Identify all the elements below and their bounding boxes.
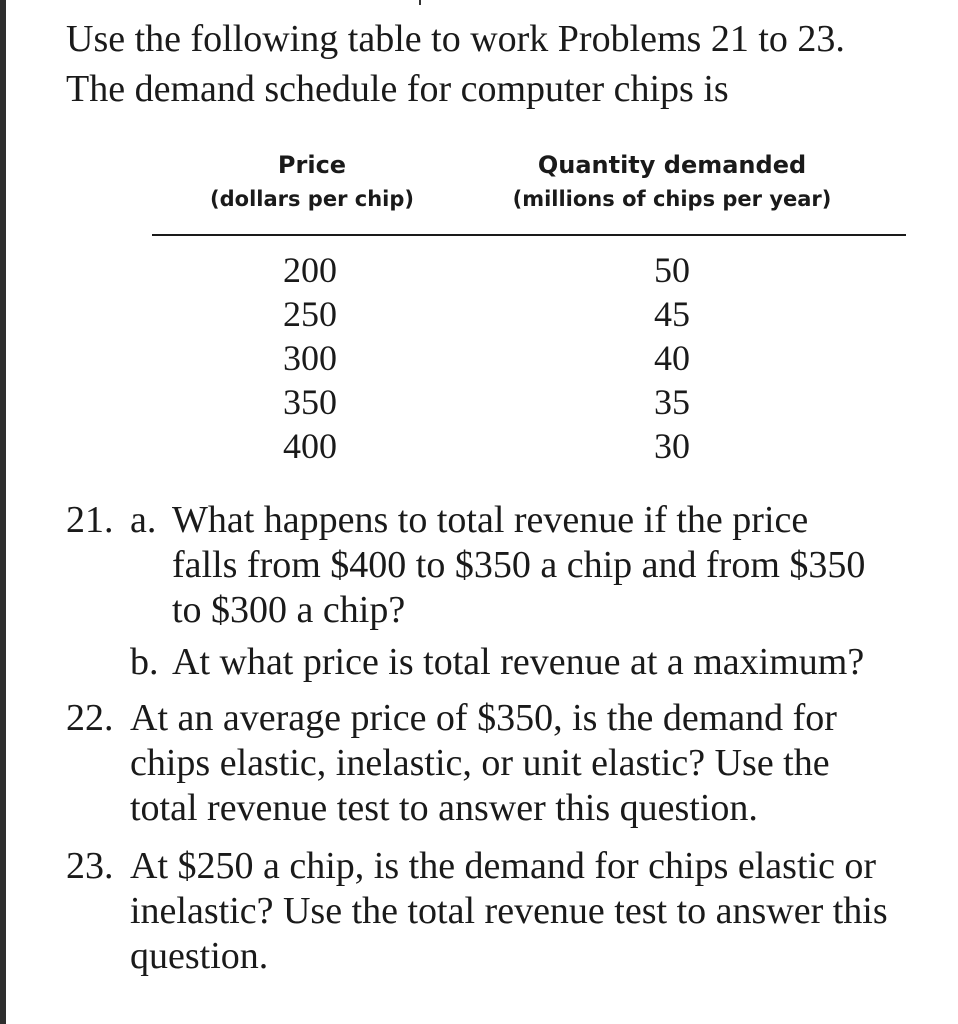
question-21-part-b <box>130 640 930 685</box>
price-column <box>250 248 370 468</box>
quantity-column <box>612 248 732 468</box>
question-22-line-2: chips elastic, inelastic, or unit elastic? Use the <box>130 742 830 784</box>
question-23-line-2: inelastic? Use the total revenue test to answer this <box>130 890 888 932</box>
price-header: Price <box>277 151 347 179</box>
quantity-column-header <box>482 148 862 216</box>
question-21-part-b-text <box>172 640 864 685</box>
question-21-part-a-label: a. <box>130 499 157 541</box>
question-21-number: 21. <box>66 499 114 541</box>
quantity-cell: 45 <box>654 294 690 334</box>
question-23-number: 23. <box>66 845 114 887</box>
question-23-text <box>130 844 888 979</box>
price-cell: 350 <box>283 382 337 422</box>
question-22-line-3: total revenue test to answer this question. <box>130 787 758 829</box>
price-cell: 200 <box>283 250 337 290</box>
question-21-part-b-label: b. <box>130 641 159 683</box>
question-21a-line-3: to $300 a chip? <box>172 589 406 631</box>
question-23 <box>66 844 936 984</box>
price-subheader: (dollars per chip) <box>210 187 414 211</box>
intro-text <box>66 14 926 114</box>
question-21a-line-1: What happens to total revenue if the price <box>172 499 809 541</box>
question-21 <box>66 498 936 638</box>
question-22-text <box>130 696 837 831</box>
price-cell: 400 <box>283 426 337 466</box>
intro-line-1: Use the following table to work Problems 21 to 23. <box>66 18 845 60</box>
question-21-part-a-text <box>172 498 865 633</box>
question-21a-line-2: falls from $400 to $350 a chip and from $350 <box>172 544 866 586</box>
question-22 <box>66 696 936 836</box>
price-cell: 300 <box>283 338 337 378</box>
quantity-cell: 35 <box>654 382 690 422</box>
price-cell: 250 <box>283 294 337 334</box>
intro-line-2: The demand schedule for computer chips is <box>66 68 729 110</box>
quantity-subheader: (millions of chips per year) <box>512 187 832 211</box>
question-22-line-1: At an average price of $350, is the demand for <box>130 697 837 739</box>
question-23-line-1: At $250 a chip, is the demand for chips elastic or <box>130 845 877 887</box>
table-header-rule <box>152 234 906 236</box>
question-22-number: 22. <box>66 697 114 739</box>
quantity-cell: 30 <box>654 426 690 466</box>
page-left-border <box>0 0 6 1024</box>
question-23-line-3: question. <box>130 935 269 977</box>
quantity-cell: 50 <box>654 250 690 290</box>
quantity-header: Quantity demanded <box>537 151 807 179</box>
question-21b-line-1: At what price is total revenue at a maximum? <box>172 641 865 683</box>
quantity-cell: 40 <box>654 338 690 378</box>
price-column-header <box>172 148 452 216</box>
top-tick-mark <box>419 0 421 5</box>
